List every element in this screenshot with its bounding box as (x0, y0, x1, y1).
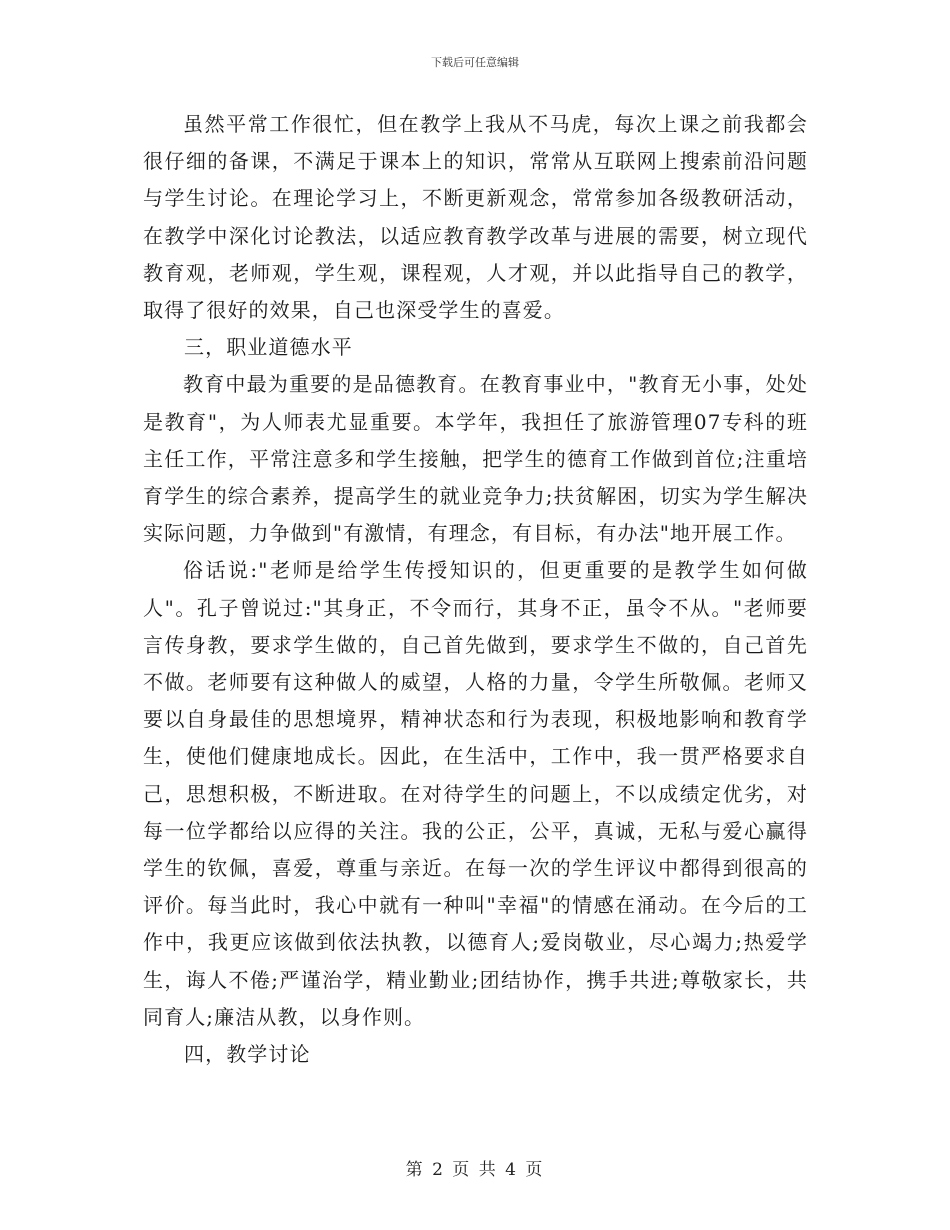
document-body (143, 106, 808, 1073)
paragraph-teaching: 虽然平常工作很忙，但在教学上我从不马虎，每次上课之前我都会很仔细的备课，不满足于课本上的知识，常常从互联网上搜索前沿问题与学生讨论。在理论学习上，不断更新观念，常常参加各级教研活动，在教学中深化讨论教法，以适应教育教学改革与进展的需要，树立现代教育观，老师观，学生观，课程观，人才观，并以此指导自己的教学，取得了很好的效果，自己也深受学生的喜爱。 (143, 112, 808, 323)
paragraph-moral-education: 教育中最为重要的是品德教育。在教育事业中，"教育无小事，处处是教育"，为人师表尤显重要。本学年，我担任了旅游管理07专科的班主任工作，平常注意多和学生接触，把学生的德育工作做到首位;注重培育学生的综合素养，提高学生的就业竞争力;扶贫解困，切实为学生解决实际问题，力争做到"有激情，有理念，有目标，有办法"地开展工作。 (143, 372, 808, 546)
paragraph-teacher-role: 俗话说:"老师是给学生传授知识的，但更重要的是教学生如何做人"。孔子曾说过:"其身正，不令而行，其身不正，虽令不从。"老师要言传身教，要求学生做的，自己首先做到，要求学生不做的，自己首先不做。老师要有这种做人的威望，人格的力量，令学生所敬佩。老师又要以自身最佳的思想境界，精神状态和行为表现，积极地影响和教育学生，使他们健康地成长。因此，在生活中，工作中，我一贯严格要求自己，思想积极，不断进取。在对待学生的问题上，不以成绩定优劣，对每一位学都给以应得的关注。我的公正，公平，真诚，无私与爱心赢得学生的钦佩，喜爱，尊重与亲近。在每一次的学生评议中都得到很高的评价。每当此时，我心中就有一种叫"幸福"的情感在涌动。在今后的工作中，我更应该做到依法执教，以德育人;爱岗敬业，尽心竭力;热爱学生，诲人不倦;严谨治学，精业勤业;团结协作，携手共进;尊敬家长，共同育人;廉洁从教，以身作则。 (143, 558, 808, 1029)
page-number-footer: 第 2 页 共 4 页 (405, 1160, 545, 1180)
page-header: 下载后可任意编辑 (431, 56, 519, 69)
section-heading-4: 四，教学讨论 (184, 1042, 311, 1067)
section-heading-3: 三，职业道德水平 (184, 335, 353, 360)
